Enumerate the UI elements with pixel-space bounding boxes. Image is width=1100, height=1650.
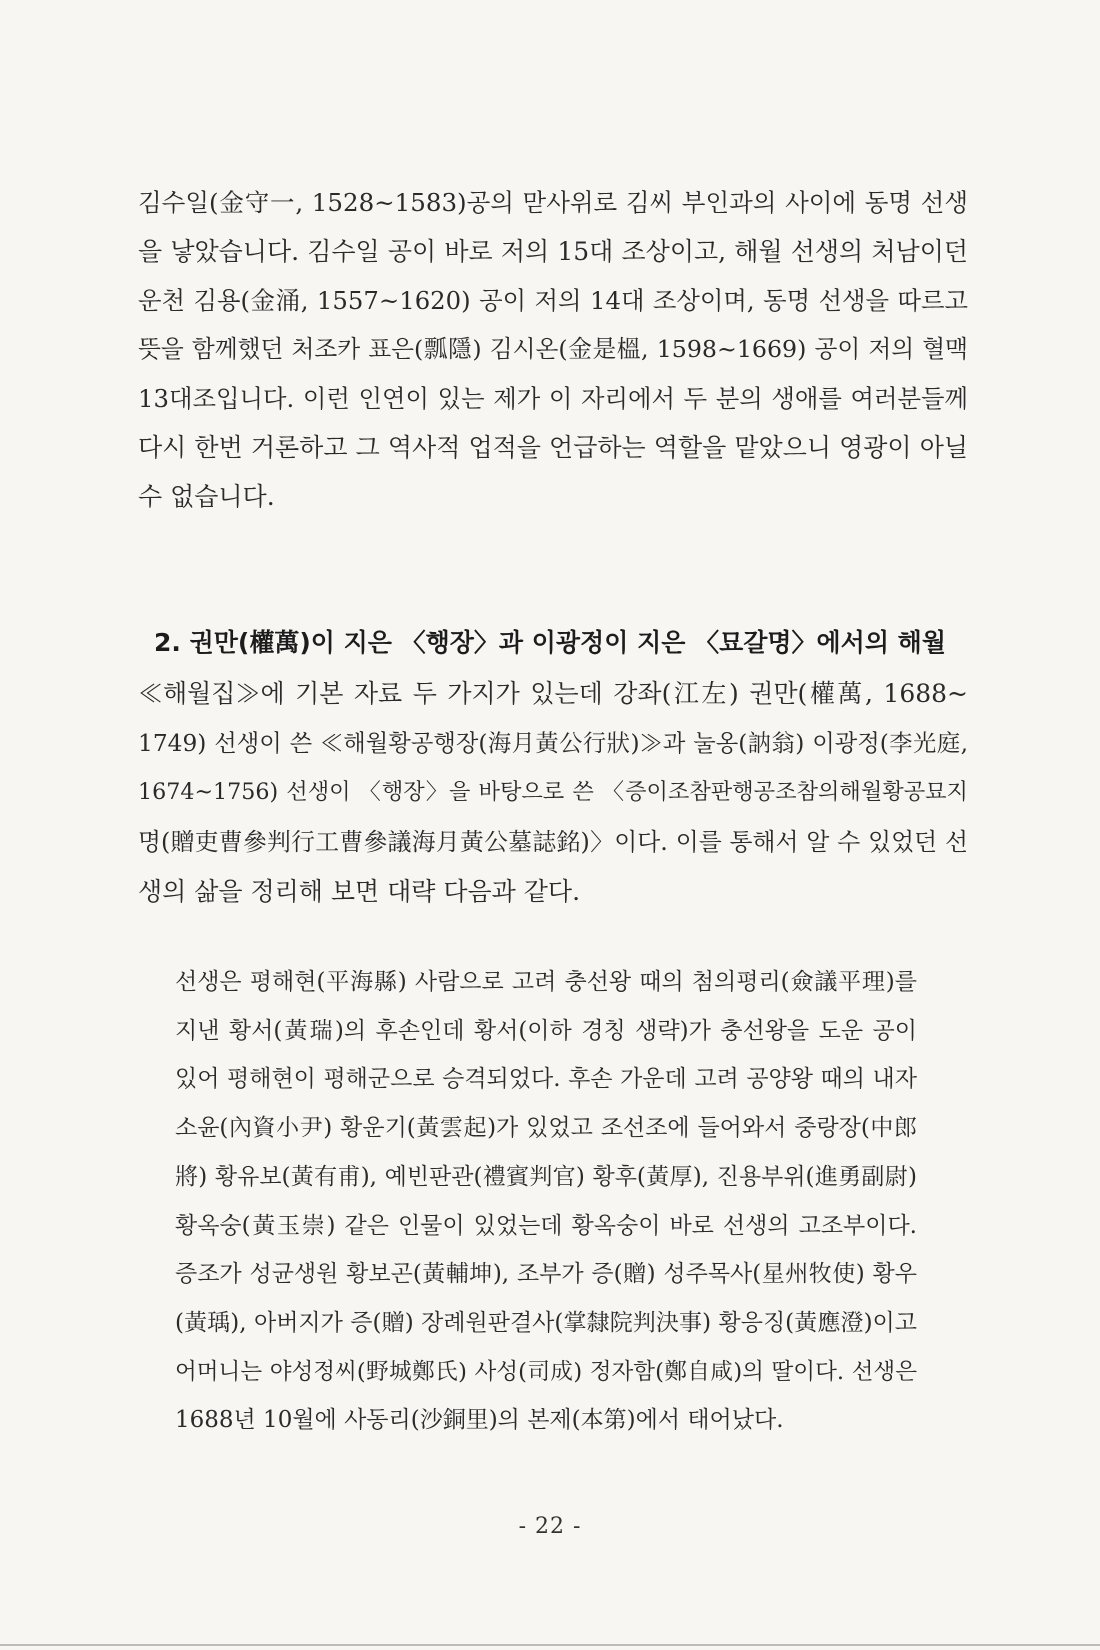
quote-line: 將) 황유보(黃有甫), 예빈판관(禮賓判官) 황후(黃厚), 진용부위(進勇副尉) <box>175 1163 917 1190</box>
quote-line: 어머니는 야성정씨(野城鄭氏) 사성(司成) 정자함(鄭自咸)의 딸이다. 선생은 <box>175 1358 917 1385</box>
text-line: 1749) 선생이 쓴 ≪해월황공행장(海月黃公行狀)≫과 눌옹(訥翁) 이광정(李光庭, <box>138 729 968 757</box>
text-line: ≪해월집≫에 기본 자료 두 가지가 있는데 강좌(江左) 권만(權萬, 1688~ <box>138 679 968 708</box>
intro-paragraph <box>138 178 968 521</box>
text-line: 명(贈吏曹參判行工曹參議海月黃公墓誌銘)〉이다. 이를 통해서 알 수 있었던 선 <box>138 827 968 856</box>
text-line: 을 낳았습니다. 김수일 공이 바로 저의 15대 조상이고, 해월 선생의 처남이던 <box>138 237 968 266</box>
text-line: 생의 삶을 정리해 보면 대략 다음과 같다. <box>138 877 581 906</box>
quote-line: 1688년 10월에 사동리(沙銅里)의 본제(本第)에서 태어났다. <box>175 1407 784 1434</box>
text-line: 다시 한번 거론하고 그 역사적 업적을 언급하는 역할을 맡았으니 영광이 아닐 <box>138 433 968 462</box>
section-heading: 2. 권만(權萬)이 지은 〈행장〉과 이광정이 지은 〈묘갈명〉에서의 해월 <box>154 628 946 657</box>
quote-line: 선생은 평해현(平海縣) 사람으로 고려 충선왕 때의 첨의평리(僉議平理)를 <box>175 969 917 995</box>
text-line: 김수일(金守一, 1528~1583)공의 맏사위로 김씨 부인과의 사이에 동명 선생 <box>138 188 968 217</box>
quote-line: 황옥숭(黃玉崇) 같은 인물이 있었는데 황옥숭이 바로 선생의 고조부이다. <box>175 1212 917 1239</box>
section-paragraph <box>138 669 968 917</box>
quote-line: 있어 평해현이 평해군으로 승격되었다. 후손 가운데 고려 공양왕 때의 내자 <box>175 1066 917 1093</box>
page-number: - 22 - <box>518 1514 582 1539</box>
scan-edge-divider <box>0 1644 1100 1646</box>
block-quote <box>175 958 917 1445</box>
text-line: 뜻을 함께했던 처조카 표은(瓢隱) 김시온(金是榲, 1598~1669) 공이 저의 혈맥 <box>138 335 968 363</box>
text-line: 수 없습니다. <box>138 482 275 511</box>
quote-line: 증조가 성균생원 황보곤(黃輔坤), 조부가 증(贈) 성주목사(星州牧使) 황우 <box>175 1261 917 1288</box>
text-line: 13대조입니다. 이런 인연이 있는 제가 이 자리에서 두 분의 생애를 여러분들께 <box>138 384 968 413</box>
text-line: 1674~1756) 선생이 〈행장〉을 바탕으로 쓴 〈증이조참판행공조참의해월황공묘지 <box>138 779 968 805</box>
quote-line: (黃瑀), 아버지가 증(贈) 장례원판결사(掌隸院判決事) 황응징(黃應澄)이고 <box>175 1309 917 1336</box>
quote-line: 소윤(內資小尹) 황운기(黃雲起)가 있었고 조선조에 들어와서 중랑장(中郎 <box>175 1115 917 1142</box>
quote-line: 지낸 황서(黃瑞)의 후손인데 황서(이하 경칭 생략)가 충선왕을 도운 공이 <box>175 1017 917 1044</box>
text-line: 운천 김용(金涌, 1557~1620) 공이 저의 14대 조상이며, 동명 선생을 따르고 <box>138 286 968 315</box>
